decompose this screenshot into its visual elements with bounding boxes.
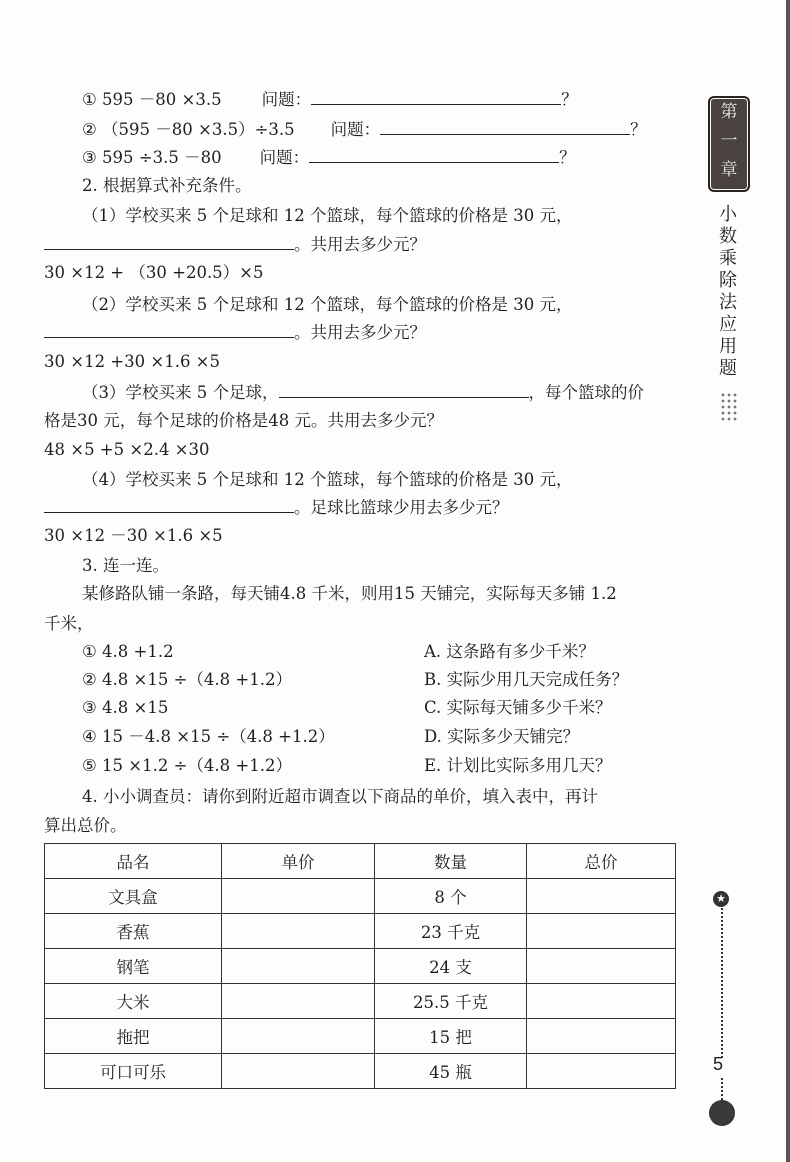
price-survey-table	[44, 843, 676, 1089]
chapter-badge	[708, 96, 750, 192]
page-edge	[786, 0, 790, 1162]
dot-grid-decoration	[720, 392, 738, 422]
q2-1-line2	[44, 235, 426, 255]
question-mark: ？	[559, 148, 576, 167]
expression: ③ 595 ÷3.5 －80	[82, 148, 222, 167]
question-text: ，每个篮球的价	[528, 383, 644, 402]
question-text: 。足球比篮球少用去多少元？	[294, 498, 509, 517]
question-mark: ？	[561, 90, 578, 109]
cell-name: 香蕉	[45, 914, 222, 949]
q1-item-3	[82, 148, 576, 168]
q3-story-line2: 千米，	[44, 614, 94, 633]
subject-char: 应	[719, 314, 737, 335]
subject-char: 题	[719, 358, 737, 379]
question-text: （3）学校买来 5 个足球，	[82, 383, 279, 402]
page-number: 5	[713, 1054, 724, 1074]
q2-2-expr: 30 ×12 +30 ×1.6 ×5	[44, 352, 221, 371]
chapter-char: 章	[720, 160, 738, 180]
q2-1-line1: （1）学校买来 5 个足球和 12 个篮球，每个篮球的价格是 30 元，	[82, 206, 573, 225]
answer-blank[interactable]	[44, 323, 294, 338]
cell-unit-price[interactable]	[222, 914, 375, 949]
q4-line1: 4. 小小调查员：请你到附近超市调查以下商品的单价，填入表中，再计	[82, 787, 598, 806]
q2-3-line2: 格是30 元，每个足球的价格是48 元。共用去多少元？	[44, 411, 443, 430]
question-text: 。共用去多少元？	[294, 235, 426, 254]
subject-char: 数	[719, 226, 737, 247]
cell-quantity: 8 个	[375, 879, 527, 914]
match-right-c[interactable]: C. 实际每天铺多少千米？	[424, 698, 612, 717]
q3-title: 3. 连一连。	[82, 556, 169, 575]
cell-name: 大米	[45, 984, 222, 1019]
chapter-char: 第	[720, 102, 738, 122]
header-unit-price: 单价	[222, 844, 375, 879]
cell-quantity: 15 把	[375, 1019, 527, 1054]
table-row	[45, 879, 676, 914]
chapter-subject	[716, 204, 740, 380]
q2-4-line1: （4）学校买来 5 个足球和 12 个篮球，每个篮球的价格是 30 元，	[82, 470, 573, 489]
subject-char: 用	[719, 336, 737, 357]
header-quantity: 数量	[375, 844, 527, 879]
q2-4-expr: 30 ×12 －30 ×1.6 ×5	[44, 526, 223, 545]
dotted-line-decoration	[721, 1078, 723, 1100]
answer-blank[interactable]	[44, 498, 294, 513]
question-label: 问题：	[330, 120, 381, 139]
cell-total[interactable]	[527, 949, 676, 984]
cell-quantity: 25.5 千克	[375, 984, 527, 1019]
q1-item-2	[82, 120, 647, 140]
cell-total[interactable]	[527, 984, 676, 1019]
cell-unit-price[interactable]	[222, 879, 375, 914]
cell-quantity: 45 瓶	[375, 1054, 527, 1089]
star-icon: ★	[713, 891, 729, 907]
match-right-b[interactable]: B. 实际少用几天完成任务？	[424, 670, 629, 689]
cell-unit-price[interactable]	[222, 984, 375, 1019]
question-label: 问题：	[259, 148, 310, 167]
header-total: 总价	[527, 844, 676, 879]
cell-unit-price[interactable]	[222, 949, 375, 984]
subject-char: 除	[719, 270, 737, 291]
subject-char: 小	[719, 204, 737, 225]
answer-blank[interactable]	[309, 148, 559, 163]
answer-blank[interactable]	[380, 120, 630, 135]
dotted-line-decoration	[721, 908, 723, 1058]
sun-icon	[709, 1100, 735, 1126]
question-text: 。共用去多少元？	[294, 323, 426, 342]
cell-name: 文具盒	[45, 879, 222, 914]
match-right-e[interactable]: E. 计划比实际多用几天？	[424, 756, 612, 775]
q2-3-expr: 48 ×5 +5 ×2.4 ×30	[44, 440, 210, 459]
table-header	[45, 844, 676, 879]
cell-total[interactable]	[527, 1019, 676, 1054]
header-name: 品名	[45, 844, 222, 879]
match-left-4[interactable]: ④ 15 －4.8 ×15 ÷（4.8 +1.2）	[82, 727, 335, 746]
cell-name: 可口可乐	[45, 1054, 222, 1089]
q2-3-line1	[82, 383, 644, 403]
question-label: 问题：	[261, 90, 312, 109]
match-left-3[interactable]: ③ 4.8 ×15	[82, 698, 169, 717]
chapter-char: 一	[720, 131, 738, 151]
answer-blank[interactable]	[279, 383, 529, 398]
subject-char: 法	[719, 292, 737, 313]
q2-2-line1: （2）学校买来 5 个足球和 12 个篮球，每个篮球的价格是 30 元，	[82, 295, 573, 314]
table-row	[45, 1019, 676, 1054]
question-mark: ？	[630, 120, 647, 139]
cell-unit-price[interactable]	[222, 1019, 375, 1054]
table-row	[45, 984, 676, 1019]
answer-blank[interactable]	[311, 90, 561, 105]
match-left-2[interactable]: ② 4.8 ×15 ÷（4.8 +1.2）	[82, 670, 292, 689]
match-left-5[interactable]: ⑤ 15 ×1.2 ÷（4.8 +1.2）	[82, 756, 292, 775]
cell-name: 钢笔	[45, 949, 222, 984]
q2-2-line2	[44, 323, 426, 343]
q3-story-line1: 某修路队铺一条路，每天铺4.8 千米，则用15 天铺完，实际每天多铺 1.2	[82, 584, 617, 603]
match-right-d[interactable]: D. 实际多少天铺完？	[424, 727, 580, 746]
table-row	[45, 914, 676, 949]
table-row	[45, 949, 676, 984]
cell-total[interactable]	[527, 1054, 676, 1089]
subject-char: 乘	[719, 248, 737, 269]
table-row	[45, 1054, 676, 1089]
answer-blank[interactable]	[44, 235, 294, 250]
q2-4-line2	[44, 498, 509, 518]
cell-quantity: 23 千克	[375, 914, 527, 949]
cell-name: 拖把	[45, 1019, 222, 1054]
match-right-a[interactable]: A. 这条路有多少千米？	[424, 642, 595, 661]
q4-line2: 算出总价。	[44, 816, 127, 835]
expression: ① 595 －80 ×3.5	[82, 90, 222, 109]
match-left-1[interactable]: ① 4.8 +1.2	[82, 642, 174, 661]
cell-quantity: 24 支	[375, 949, 527, 984]
expression: ② （595 －80 ×3.5）÷3.5	[82, 120, 295, 139]
q2-title: 2. 根据算式补充条件。	[82, 176, 252, 195]
cell-total[interactable]	[527, 914, 676, 949]
q2-1-expr: 30 ×12 + （30 +20.5）×5	[44, 263, 264, 282]
q1-item-1	[82, 90, 578, 110]
cell-total[interactable]	[527, 879, 676, 914]
cell-unit-price[interactable]	[222, 1054, 375, 1089]
